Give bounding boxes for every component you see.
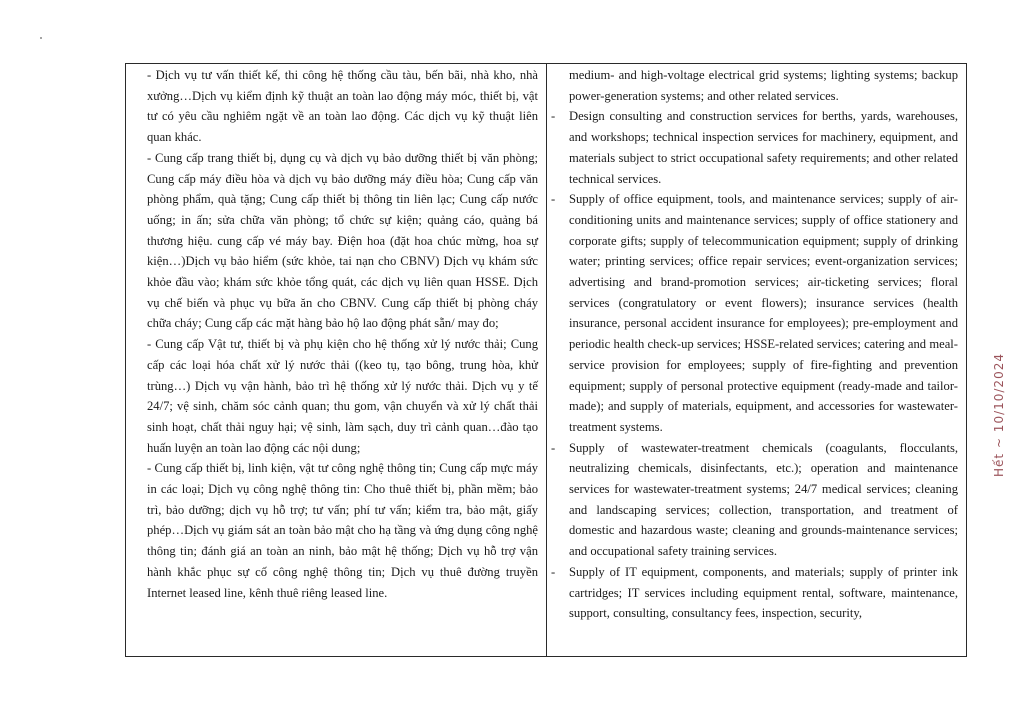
- handwritten-margin-note: [984, 340, 1014, 490]
- vi-entry-text: - Cung cấp thiết bị, linh kiện, vật tư công nghệ thông tin; Cung cấp mực máy in các loại; Dịch vụ công nghệ thông tin: Cho thuê thiết bị, phần mềm; bảo trì, bảo dưỡng; dịch vụ hỗ trợ; tư vấn; phí tư vấn; kiểm tra, bảo mật, giấy phép…Dịch vụ giám sát an toàn bảo mật cho hạ tầng và ứng dụng công nghệ thông tin; đánh giá an toàn an ninh, bảo mật hệ thống; Dịch vụ hỗ trợ vận hành khắc phục sự cố công nghệ thông tin; Dịch vụ thuê đường truyền Internet leased line, kênh thuê riêng leased line.: [147, 461, 538, 600]
- vi-entry-office-supplies: [140, 148, 538, 334]
- vi-entry-wastewater: [140, 334, 538, 458]
- en-entry-office-supplies: [551, 189, 958, 437]
- bullet-dash: -: [551, 109, 556, 124]
- vi-entry-it-services: [140, 458, 538, 603]
- vi-entry-text: - Cung cấp Vật tư, thiết bị và phụ kiện cho hệ thống xử lý nước thải; Cung cấp các loại hóa chất xử lý nước thải ((keo tụ, tạo bông, trung hòa, khử trùng…) Dịch vụ vận hành, bảo trì hệ thống xử lý nước thải. Dịch vụ y tế 24/7; vệ sinh, chăm sóc cảnh quan; thu gom, vận chuyển và xử lý chất thải sinh hoạt, chất thải nguy hại; vệ sinh, làm sạch, duy trì cảnh quan…đào tạo huấn luyện an toàn lao động các nội dung;: [147, 337, 538, 455]
- english-column: [547, 64, 966, 656]
- en-entry-text: Supply of wastewater-treatment chemicals (coagulants, flocculants, neutralizing chemicals, disinfectants, etc.); operation and maintenance services for wastewater-treatment systems; 24/7 medical services; cleaning and landscaping services; collection, transportation, and treatment of domestic and hazardous waste; cleaning and grounds-maintenance services; and occupational safety training services.: [569, 440, 958, 559]
- bullet-dash: -: [551, 192, 556, 207]
- en-entry-text: Supply of office equipment, tools, and maintenance services; supply of air-conditioning units and maintenance services; supply of office stationery and corporate gifts; supply of telecommunication equipment; supply of drinking water; printing services; office repair services; event-organization services; advertising and brand-promotion services; air-ticketing services; floral services (congratulatory or event flowers); insurance services (health insurance, personal accident insurance for employees); pre-employment and periodic health check-up services; HSSE-related services; catering and meal-service provision for employees; supply of fire-fighting and prevention equipment; supply of personal protective equipment (ready-made and tailor-made); and supply of materials, equipment, and accessories for wastewater-treatment systems.: [569, 192, 958, 434]
- vi-entry-design-construction: [140, 65, 538, 148]
- margin-note-text: Hết ~ 10/10/2024: [992, 353, 1006, 477]
- vi-entry-text: - Dịch vụ tư vấn thiết kế, thi công hệ thống cầu tàu, bến bãi, nhà kho, nhà xưởng…Dịch vụ kiểm định kỹ thuật an toàn lao động máy móc, thiết bị, vật tư có yêu cầu nghiêm ngặt về an toàn lao động. Các dịch vụ kỹ thuật liên quan khác.: [147, 68, 538, 145]
- bilingual-table: [125, 63, 967, 657]
- en-entry-design-construction: [551, 106, 958, 189]
- bullet-dash: -: [551, 440, 556, 455]
- bullet-dash: -: [551, 564, 556, 579]
- en-entry-wastewater: [551, 438, 958, 562]
- en-entry-text: Supply of IT equipment, components, and materials; supply of printer ink cartridges; IT services including equipment rental, software, maintenance, support, consulting, consultancy fees, inspection, security,: [569, 564, 958, 621]
- vi-entry-text: - Cung cấp trang thiết bị, dụng cụ và dịch vụ bảo dưỡng thiết bị văn phòng; Cung cấp máy điều hòa và dịch vụ bảo dưỡng máy điều hòa; Cung cấp văn phòng phẩm, quà tặng; Cung cấp thiết bị thông tin liên lạc; Cung cấp nước uống; in ấn; sửa chữa văn phòng; tổ chức sự kiện; quảng cáo, quảng bá thương hiệu. cung cấp vé máy bay. Điện hoa (đặt hoa chúc mừng, hoa sự kiện…)Dịch vụ bảo hiểm (sức khỏe, tai nạn cho CBNV) Dịch vụ khám sức khỏe đầu vào; khám sức khỏe tổng quát, các dịch vụ liên quan HSSE. Dịch vụ chế biến và phục vụ bữa ăn cho CBNV. Cung cấp thiết bị phòng cháy chữa cháy; Cung cấp các mặt hàng bảo hộ lao động phát sẵn/ may đo;: [147, 150, 538, 331]
- en-entry-text: Design consulting and construction services for berths, yards, warehouses, and workshops; technical inspection services for machinery, equipment, and materials subject to strict occupational safety requirements; and other related technical services.: [569, 109, 958, 186]
- vietnamese-column: [126, 64, 547, 656]
- en-continuation-text: medium- and high-voltage electrical grid systems; lighting systems; backup power-generation systems; and other related services.: [569, 68, 958, 103]
- en-entry-it-services: [551, 562, 958, 624]
- scan-speck: [40, 37, 42, 39]
